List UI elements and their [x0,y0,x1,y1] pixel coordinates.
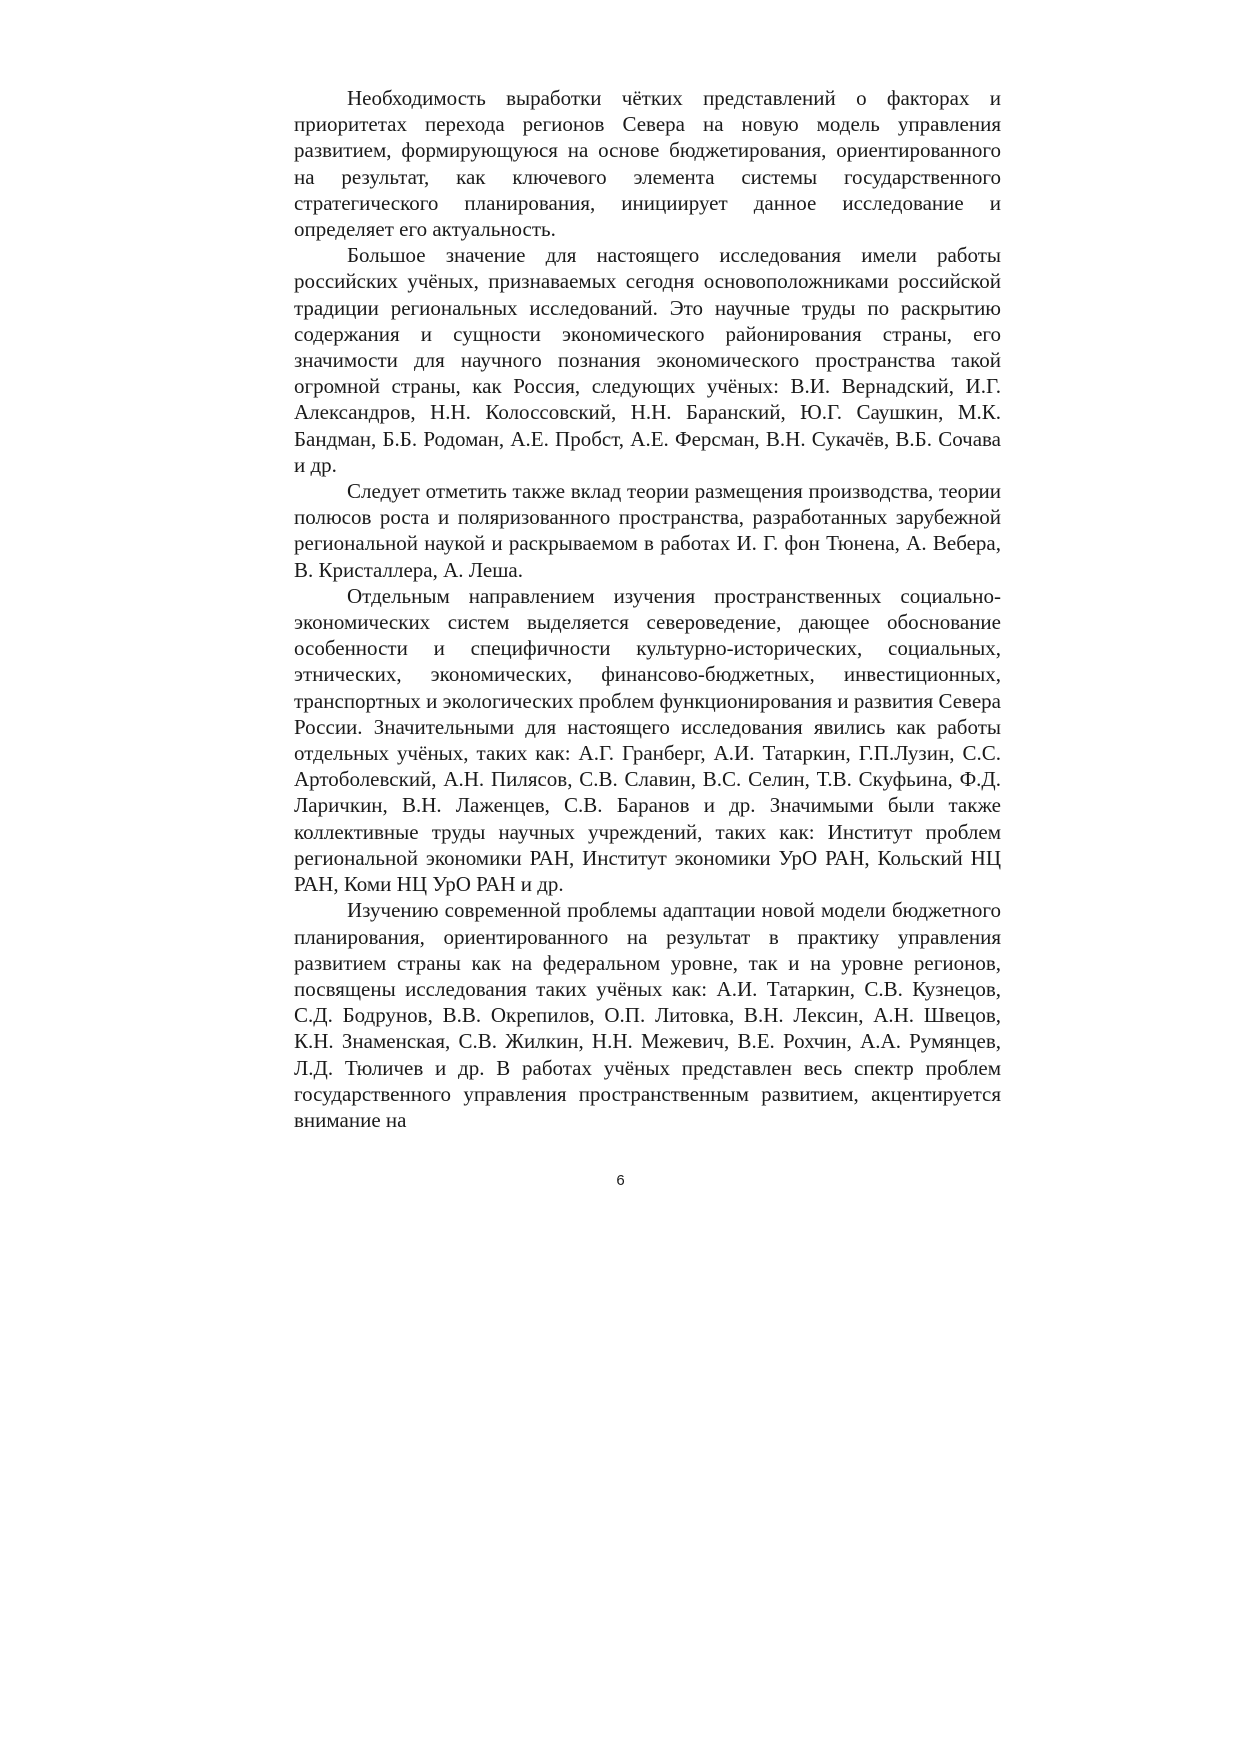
paragraph-relevance: Необходимость выработки чётких представлений о факторах и приоритетах перехода регионов Севера на новую модель управления развитием, формирующуюся на основе бюджетирования, ориентированного на результат, как ключевого элемента системы государственного стратегического планирования, инициирует данное исследование и определяет его актуальность. [294,86,1001,242]
paragraph-location-theory: Следует отметить также вклад теории размещения производства, теории полюсов роста и поляризованного пространства, разработанных зарубежной региональной наукой и раскрываемом в работах И. Г. фон Тюнена, А. Вебера, В. Кристаллера, А. Леша. [294,479,1001,582]
page-number: 6 [616,1172,625,1189]
text-block [294,85,1001,1133]
paragraph-russian-scholars: Большое значение для настоящего исследования имели работы российских учёных, признаваемых сегодня основоположниками российской традиции региональных исследований. Это научные труды по раскрытию содержания и сущности экономического районирования страны, его значимости для научного познания экономического пространства такой огромной страны, как Россия, следующих учёных: В.И. Вернадский, И.Г. Александров, Н.Н. Колоссовский, Н.Н. Баранский, Ю.Г. Саушкин, М.К. Бандман, Б.Б. Родоман, А.Е. Пробст, А.Е. Ферсман, В.Н. Сукачёв, В.Б. Сочава и др. [294,243,1001,477]
paragraph-north-studies: Отдельным направлением изучения пространственных социально-экономических систем выделяется североведение, дающее обоснование особенности и специфичности культурно-исторических, социальных, этнических, экономических, финансово-бюджетных, инвестиционных, транспортных и экологических проблем функционирования и развития Севера России. Значительными для настоящего исследования явились как работы отдельных учёных, таких как: А.Г. Гранберг, А.И. Татаркин, Г.П.Лузин, С.С. Артоболевский, А.Н. Пилясов, С.В. Славин, В.С. Селин, Т.В. Скуфьина, Ф.Д. Ларичкин, В.Н. Лаженцев, С.В. Баранов и др. Значимыми были также коллективные труды научных учреждений, таких как: Институт проблем региональной экономики РАН, Институт экономики УрО РАН, Кольский НЦ РАН, Коми НЦ УрО РАН и др. [294,583,1001,897]
paragraph-budget-planning: Изучению современной проблемы адаптации новой модели бюджетного планирования, ориентированного на результат в практику управления развитием страны как на федеральном уровне, так и на уровне регионов, посвящены исследования таких учёных как: А.И. Татаркин, С.В. Кузнецов, С.Д. Бодрунов, В.В. Окрепилов, О.П. Литовка, В.Н. Лексин, А.Н. Швецов, К.Н. Знаменская, С.В. Жилкин, Н.Н. Межевич, В.Е. Рохчин, А.А. Румянцев, Л.Д. Тюличев и др. В работах учёных представлен весь спектр проблем государственного управления пространственным развитием, акцентируется внимание на [294,898,1001,1132]
